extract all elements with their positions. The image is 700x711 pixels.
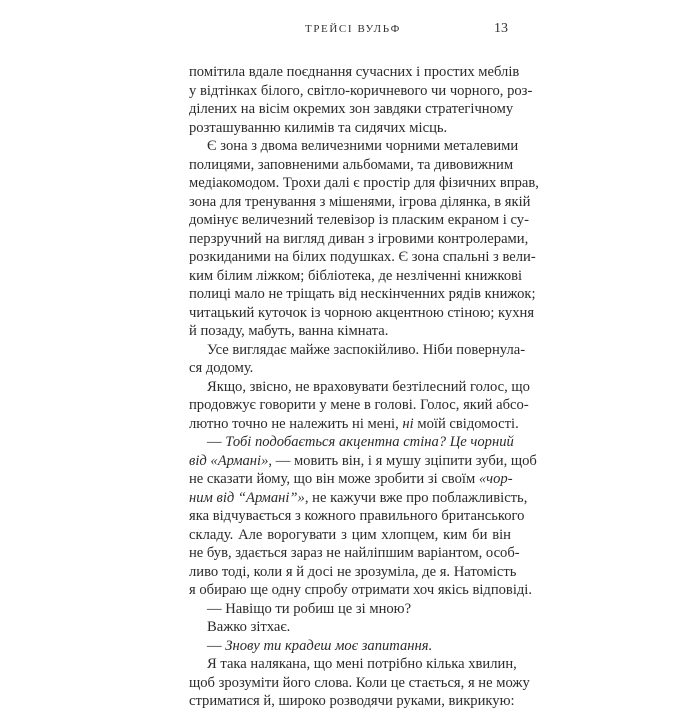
- text-run: читацький куточок із чорною акцентною стіною; кухня: [189, 304, 535, 321]
- text-line: [189, 156, 514, 175]
- running-head: [189, 20, 510, 38]
- text-run: лютно точно не належить ні мені,: [189, 415, 403, 432]
- text-line: [189, 452, 537, 471]
- text-run: розкиданими на білих подушках. Є зона спальні з вели-: [189, 249, 536, 265]
- text-line: [189, 470, 511, 489]
- text-run: розташуванню килимів та сидячих місць.: [189, 119, 448, 136]
- text-line: [189, 341, 526, 360]
- text-line: [189, 692, 515, 711]
- text-run: помітила вдале поєднання сучасних і простих меблів: [189, 64, 520, 80]
- text-run: й позаду, мабуть, ванна кімната.: [189, 323, 389, 339]
- text-line: [189, 489, 528, 508]
- text-run: продовжує говорити у мене в голові. Голос, який абсо-: [189, 397, 529, 413]
- text-run: —: [207, 434, 226, 450]
- text-line: [189, 63, 520, 82]
- paragraph: [189, 137, 539, 341]
- text-run: Якщо, звісно, не враховувати безтілесний голос, що: [207, 378, 530, 395]
- text-line: [189, 137, 519, 156]
- running-title: ТРЕЙСІ ВУЛЬФ: [305, 23, 401, 35]
- text-run: , — мовить він, і я мушу зціпити зуби, щоб: [268, 452, 537, 469]
- text-line: [189, 285, 536, 304]
- paragraph: [189, 378, 530, 434]
- text-run: Є зона з двома величезними чорними металевими: [207, 138, 519, 154]
- text-run: Я така налякана, що мені потрібно кілька хвилин,: [207, 656, 517, 672]
- body-text: [189, 63, 539, 711]
- text-run: моїй свідомості.: [413, 415, 519, 432]
- text-line: [189, 193, 531, 212]
- italic-text: Знову ти крадеш моє запитання.: [225, 637, 433, 654]
- page-number: 13: [494, 21, 508, 36]
- text-line: [189, 322, 511, 341]
- text-line: [189, 600, 511, 619]
- text-run: медіакомодом. Трохи далі є простір для фізичних вправ,: [189, 175, 539, 191]
- text-run: я обираю ще одну спробу отримати хоч якісь відповіді.: [189, 582, 533, 598]
- text-line: [189, 248, 536, 267]
- text-line: [189, 267, 523, 286]
- text-run: щоб зрозуміти його слова. Коли це стається, я не можу: [189, 674, 530, 691]
- italic-text: ним від “Армані”»: [189, 489, 305, 506]
- text-line: [189, 119, 511, 138]
- text-run: полиці мало не тріщать від нескінченних рядів книжок;: [189, 286, 536, 302]
- paragraph: [189, 63, 533, 137]
- text-line: [189, 230, 529, 249]
- paragraph: [189, 433, 537, 600]
- text-line: [189, 433, 514, 452]
- text-line: [189, 415, 519, 434]
- text-run: Усе виглядає майже заспокійливо. Ніби повернула-: [207, 341, 526, 358]
- text-run: — Навіщо ти робиш це зі мною?: [207, 600, 412, 617]
- text-run: зона для тренування з мішенями, ігрова ділянка, в якій: [189, 193, 531, 210]
- text-run: ся додому.: [189, 360, 254, 376]
- text-line: [189, 637, 511, 656]
- italic-text: Тобі подобається акцентна стіна? Це чорний: [225, 434, 514, 450]
- italic-text: від «Армані»: [189, 452, 269, 469]
- text-line: [189, 544, 520, 563]
- text-line: [189, 581, 533, 600]
- text-run: не був, здається зараз не найліпшим варіантом, особ-: [189, 545, 520, 561]
- text-run: ливо тоді, коли я й досі не зрозуміла, де я. Натомість: [189, 563, 517, 580]
- italic-text: ні: [402, 415, 414, 432]
- text-line: [189, 526, 511, 545]
- text-line: [189, 674, 530, 693]
- text-line: [189, 82, 533, 101]
- text-line: [189, 378, 530, 397]
- text-run: перзручний на вигляд диван з ігровими контролерами,: [189, 230, 529, 247]
- paragraph: [189, 637, 511, 656]
- text-run: домінує величезний телевізор із пласким екраном і су-: [189, 212, 529, 228]
- text-run: , не кажучи вже про поблажливість,: [304, 489, 528, 506]
- text-line: [189, 507, 525, 526]
- text-run: ділених на вісім окремих зон завдяки стратегічному: [189, 101, 514, 117]
- italic-text: «чор-: [478, 471, 513, 487]
- text-run: ким білим ліжком; бібліотека, де незліченні книжкові: [189, 267, 523, 284]
- text-run: Важко зітхає.: [207, 619, 291, 635]
- text-run: не сказати йому, що він може зробити зі своїм: [189, 471, 479, 487]
- text-run: —: [207, 637, 226, 654]
- text-line: [189, 100, 514, 119]
- text-line: [189, 211, 529, 230]
- text-line: [189, 304, 535, 323]
- paragraph: [189, 655, 530, 711]
- text-run: стриматися й, широко розводячи руками, викрикую:: [189, 693, 515, 709]
- paragraph: [189, 618, 511, 637]
- paragraph: [189, 600, 511, 619]
- text-line: [189, 174, 539, 193]
- text-run: яка відчувається з кожного правильного британського: [189, 508, 525, 524]
- text-run: полицями, заповненими альбомами, та дивовижним: [189, 156, 514, 173]
- text-run: складу. Але ворогувати з цим хлопцем, ким би він: [189, 526, 511, 543]
- text-line: [189, 359, 511, 378]
- text-line: [189, 655, 517, 674]
- paragraph: [189, 341, 526, 378]
- text-run: у відтінках білого, світло-коричневого чи чорного, роз-: [189, 82, 533, 99]
- text-line: [189, 396, 529, 415]
- text-line: [189, 618, 511, 637]
- text-line: [189, 563, 517, 582]
